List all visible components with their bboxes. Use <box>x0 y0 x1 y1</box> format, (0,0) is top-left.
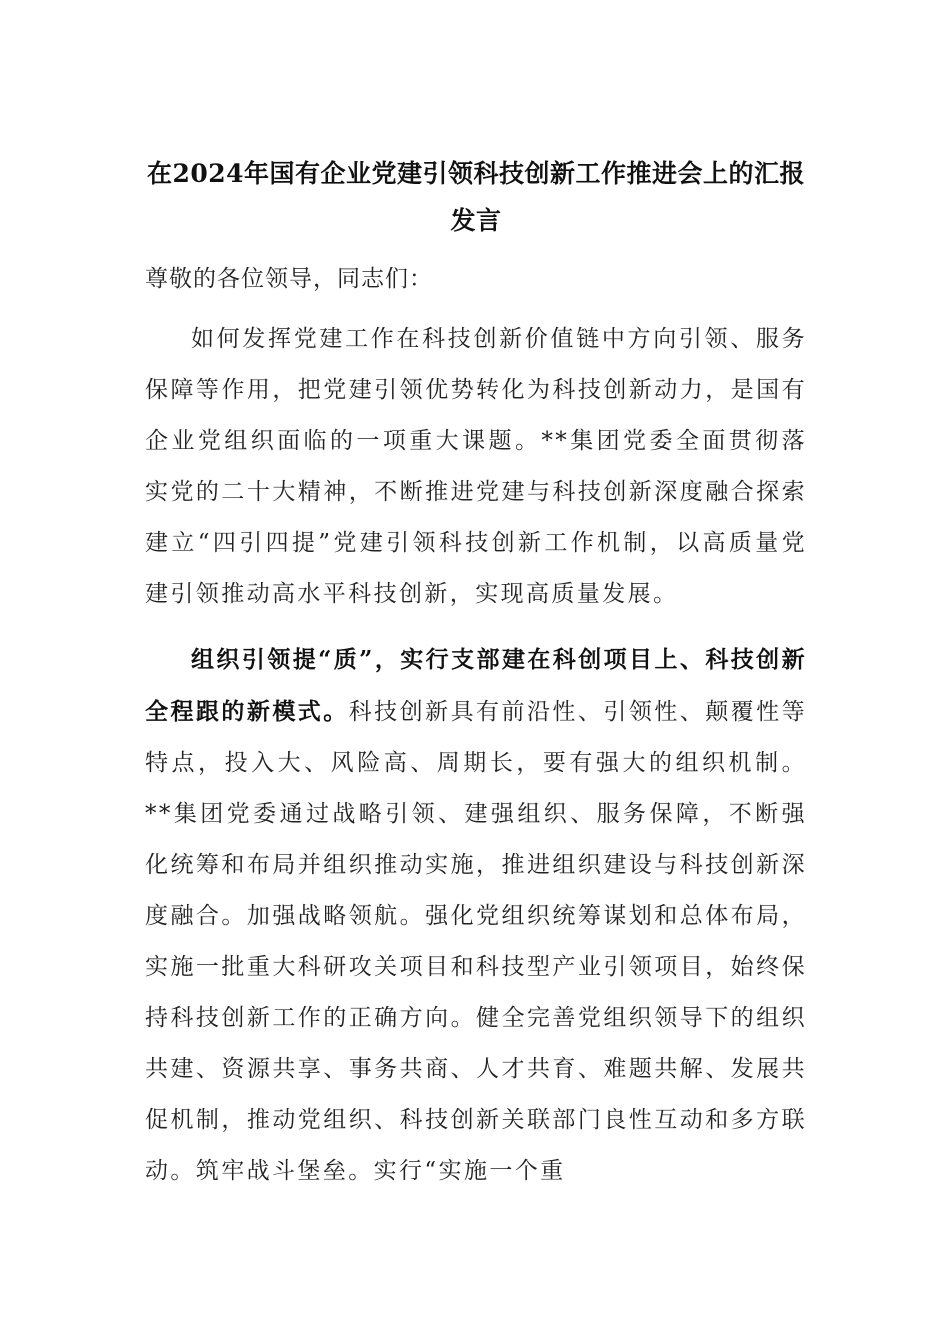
document-title: 在2024年国有企业党建引领科技创新工作推进会上的汇报发言 <box>146 159 806 235</box>
document-page <box>145 150 807 1197</box>
paragraph-organization-text: 科技创新具有前沿性、引领性、颠覆性等特点，投入大、风险高、周期长，要有强大的组织机制。**集团党委通过战略引领、建强组织、服务保障，不断强化统筹和布局并组织推动实施，推进组织建设与科技创新深度融合。加强战略领航。强化党组织统筹谋划和总体布局，实施一批重大科研攻关项目和科技型产业引领项目，始终保持科技创新工作的正确方向。健全完善党组织领导下的组织共建、资源共享、事务共商、人才共育、难题共解、发展共促机制，推动党组织、科技创新关联部门良性互动和多方联动。筑牢战斗堡垒。实行“实施一个重 <box>145 699 808 1184</box>
paragraph-intro <box>145 314 807 620</box>
salutation: 尊敬的各位领导，同志们： <box>145 266 433 292</box>
paragraph-intro-text: 如何发挥党建工作在科技创新价值链中方向引领、服务保障等作用，把党建引领优势转化为科技创新动力，是国有企业党组织面临的一项重大课题。**集团党委全面贯彻落实党的二十大精神，不断推进党建与科技创新深度融合探索建立“四引四提”党建引领科技创新工作机制，以高质量党建引领推动高水平科技创新，实现高质量发展。 <box>145 326 807 607</box>
paragraph-organization-heading: 组织引领提“质”，实行支部建在科创项目上、科技创新全程跟的新模式。 <box>145 646 807 725</box>
paragraph-organization <box>145 634 807 1197</box>
